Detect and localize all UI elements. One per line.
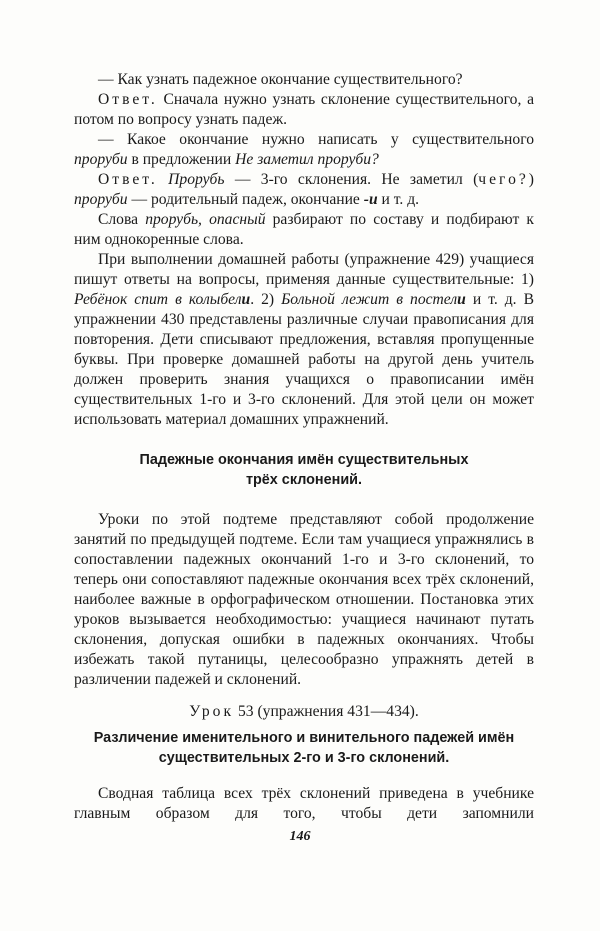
page-body (74, 70, 534, 824)
lesson-heading: Различение именительного и винительного падежей имён существительных 2-го и 3-го склонений. (93, 730, 515, 766)
paragraph-homework: При выполнении домашней работы (упражнение 429) учащиеся пишут ответы на вопросы, применяя данные существительные: 1) Ребёнок спит в колыбели. 2) Больной лежит в постели и т. д. В упражнении 430 представлены различные случаи правописания для повторения. Дети списывают предложения, вставляя пропущенные буквы. При проверке домашней работы на другой день учитель должен проверить знания учащихся о правописании имён существительных 1-го и 3-го склонений. Для этой цели он может использовать материал домашних упражнений. (74, 251, 534, 428)
paragraph-answer-1: Ответ. Сначала нужно узнать склонение существительного, а потом по вопросу узнать падеж. (74, 91, 534, 128)
paragraph-answer-2: Ответ. Прорубь — 3-го склонения. Не заметил (чего?) проруби — родительный падеж, окончание -и и т. д. (74, 171, 534, 208)
answer-label: Ответ. (98, 171, 158, 188)
section-heading: Падежные окончания имён существительных трёх склонений. (139, 452, 469, 488)
page-number: 146 (289, 829, 311, 844)
paragraph-question-2: — Какое окончание нужно написать у существительного проруби в предложении Не заметил проруби? (74, 131, 534, 168)
paragraph-parsing: Слова прорубь, опасный разбирают по составу и подбирают к ним однокоренные слова. (74, 211, 534, 248)
answer-label: Ответ. (98, 91, 158, 108)
paragraph-table: Сводная таблица всех трёх склонений приведена в учебнике главным образом для того, чтобы дети запомнили (74, 785, 534, 822)
paragraph-subtopic: Уроки по этой подтеме представляют собой продолжение занятий по предыдущей подтеме. Если там учащиеся упражнялись в сопоставлении падежных окончаний 1-го и 3-го склонений, то теперь они сопоставляют падежные окончания всех трёх склонений, наиболее важные в орфографическом отношении. Постановка этих уроков вызывается необходимостью: учащиеся начинают путать склонения, допуская ошибки в падежных окончаниях. Чтобы избежать такой путаницы, целесообразно упражнять детей в различении падежей и склонений. (74, 511, 534, 688)
lesson-title: Урок 53 (упражнения 431—434). (189, 703, 419, 720)
paragraph-question-1: — Как узнать падежное окончание существительного? (98, 71, 463, 88)
